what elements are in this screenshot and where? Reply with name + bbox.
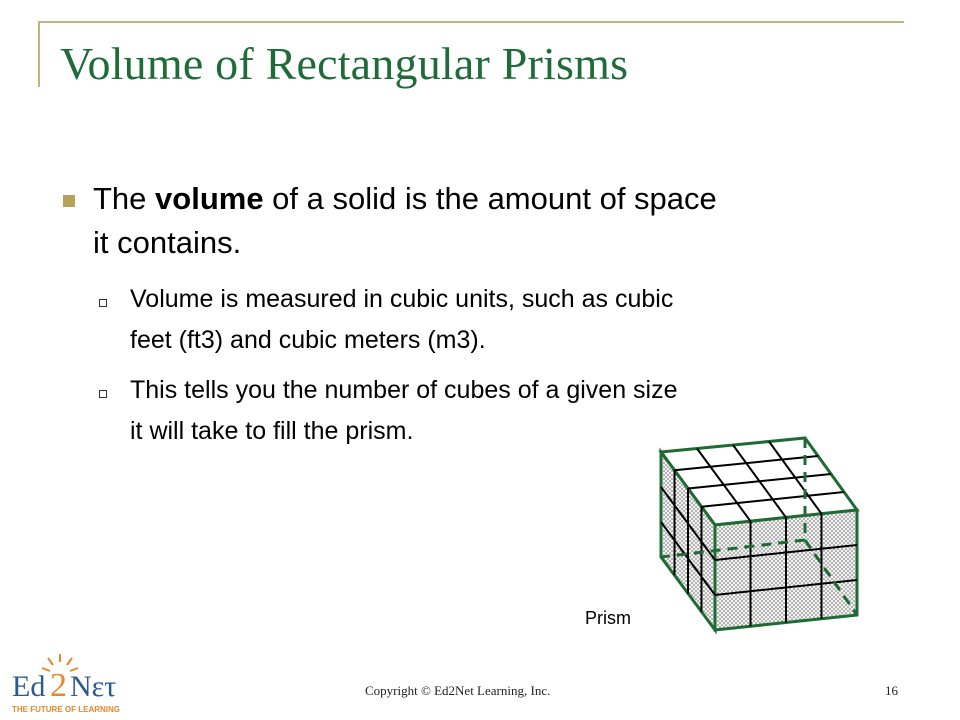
logo-wordmark-2: 2 <box>50 667 67 704</box>
prism-cube-diagram <box>655 430 865 635</box>
bullet-text-post: of a solid is the amount of space <box>263 181 717 216</box>
logo-wordmark-net: Nετ <box>70 670 117 703</box>
bullet-text-pre: The <box>93 181 156 216</box>
ed2net-logo <box>8 650 138 716</box>
slide-title: Volume of Rectangular Prisms <box>60 38 629 89</box>
sub-bullet-1-line-1: Volume is measured in cubic units, such as cubic <box>130 285 674 313</box>
prism-label: Prism <box>585 608 631 628</box>
frame-top-rule <box>38 21 904 23</box>
logo-tagline: THE FUTURE OF LEARNING <box>12 705 120 714</box>
bullet-square-icon <box>63 195 75 207</box>
sub-bullet-box-icon <box>99 299 107 307</box>
sub-bullet-box-icon <box>99 390 107 398</box>
frame-left-rule <box>38 21 40 87</box>
bullet-bold-term: volume <box>155 181 264 216</box>
sub-bullet-2-line-1: This tells you the number of cubes of a given size <box>130 376 678 404</box>
sub-bullet-1-line-2: feet (ft3) and cubic meters (m3). <box>130 326 486 354</box>
bullet-line-2: it contains. <box>93 225 242 260</box>
bullet-line-1 <box>93 181 717 217</box>
sub-bullet-2-line-2: it will take to fill the prism. <box>130 417 414 445</box>
page-number: 16 <box>885 683 898 698</box>
logo-wordmark-ed: Ed <box>12 670 46 703</box>
copyright-footer: Copyright © Ed2Net Learning, Inc. <box>365 683 551 698</box>
